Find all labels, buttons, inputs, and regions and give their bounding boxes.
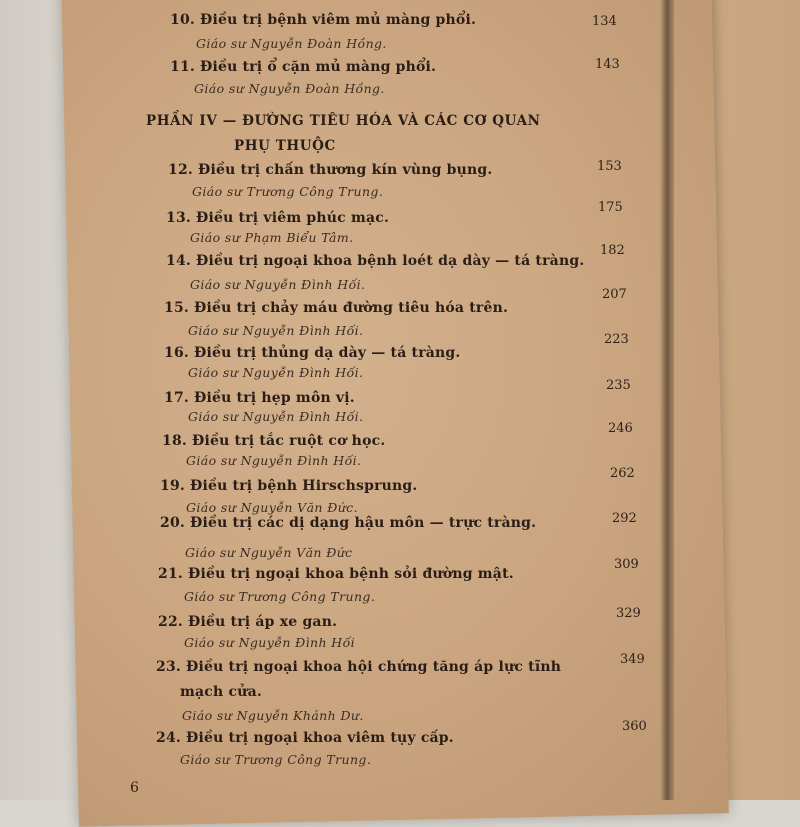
- toc-entry-author: Giáo sư Nguyễn Khánh Dư.: [182, 708, 364, 723]
- toc-entry-author: Giáo sư Nguyễn Đình Hối.: [188, 409, 364, 424]
- toc-entry-page: 292: [612, 511, 637, 526]
- toc-entry-title: 18. Điều trị tắc ruột cơ học.: [162, 433, 386, 449]
- section-heading-continued: PHỤ THUỘC: [234, 138, 336, 154]
- toc-entry-title: 12. Điều trị chấn thương kín vùng bụng.: [168, 162, 493, 178]
- toc-entry-title: 17. Điều trị hẹp môn vị.: [164, 390, 355, 406]
- toc-entry-title: 19. Điều trị bệnh Hirschsprung.: [160, 478, 418, 494]
- toc-entry-title: 10. Điều trị bệnh viêm mủ màng phổi.: [170, 12, 477, 28]
- toc-entry-title: 14. Điều trị ngoại khoa bệnh loét dạ dày — tá tràng.: [166, 253, 585, 269]
- toc-entry-page: 134: [592, 14, 617, 29]
- toc-entry-author: Giáo sư Nguyễn Văn Đức: [185, 545, 353, 560]
- toc-entry-page: 207: [602, 287, 627, 302]
- toc-entry-page: 235: [606, 378, 631, 393]
- toc-entry-title: 15. Điều trị chảy máu đường tiêu hóa trên.: [164, 300, 509, 316]
- toc-entry-title: 11. Điều trị ổ cặn mủ màng phổi.: [170, 59, 437, 75]
- toc-entry-author: Giáo sư Nguyễn Đình Hối.: [186, 453, 362, 468]
- toc-entry-author: Giáo sư Nguyễn Đoàn Hồng.: [194, 81, 385, 96]
- toc-entry-page: 329: [616, 606, 641, 621]
- toc-entry-page: 143: [595, 57, 620, 72]
- toc-entry-author: Giáo sư Trương Công Trung.: [192, 184, 384, 199]
- toc-entry-title: 21. Điều trị ngoại khoa bệnh sỏi đường mật.: [158, 566, 514, 582]
- toc-entry-title: 20. Điều trị các dị dạng hậu môn — trực tràng.: [160, 515, 537, 531]
- toc-entry-page: 175: [598, 200, 623, 215]
- toc-entry-title: 24. Điều trị ngoại khoa viêm tụy cấp.: [156, 730, 454, 746]
- toc-entry-page: 246: [608, 421, 633, 436]
- toc-entry-title: 23. Điều trị ngoại khoa hội chứng tăng áp lực tĩnh: [156, 659, 562, 675]
- toc-entry-page: 309: [614, 557, 639, 572]
- toc-entry-page: 349: [620, 652, 645, 667]
- toc-entry-page: 262: [610, 466, 635, 481]
- toc-entry-author: Giáo sư Nguyễn Đoàn Hồng.: [196, 36, 387, 51]
- toc-entry-title: 16. Điều trị thủng dạ dày — tá tràng.: [164, 345, 461, 361]
- section-heading: PHẦN IV — ĐƯỜNG TIÊU HÓA VÀ CÁC CƠ QUAN: [146, 113, 541, 129]
- toc-entry-title-continued: mạch cửa.: [180, 684, 262, 700]
- toc-entry-page: 223: [604, 332, 629, 347]
- toc-entry-author: Giáo sư Nguyễn Đình Hối.: [188, 323, 364, 338]
- toc-entry-author: Giáo sư Nguyễn Đình Hối.: [190, 277, 366, 292]
- toc-entry-author: Giáo sư Phạm Biểu Tâm.: [190, 230, 354, 245]
- page-number: 6: [130, 780, 139, 796]
- toc-entry-author: Giáo sư Trương Công Trung.: [180, 752, 372, 767]
- toc-entry-author: Giáo sư Nguyễn Văn Đức.: [186, 500, 358, 515]
- toc-entry-page: 360: [622, 719, 647, 734]
- toc-entry-author: Giáo sư Trương Công Trung.: [184, 589, 376, 604]
- toc-entry-author: Giáo sư Nguyễn Đình Hối: [184, 635, 356, 650]
- toc-entry-title: 13. Điều trị viêm phúc mạc.: [166, 210, 390, 226]
- toc-entry-page: 153: [597, 159, 622, 174]
- toc-entry-title: 22. Điều trị áp xe gan.: [158, 614, 338, 630]
- toc-entry-page: 182: [600, 243, 625, 258]
- toc-entry-author: Giáo sư Nguyễn Đình Hối.: [188, 365, 364, 380]
